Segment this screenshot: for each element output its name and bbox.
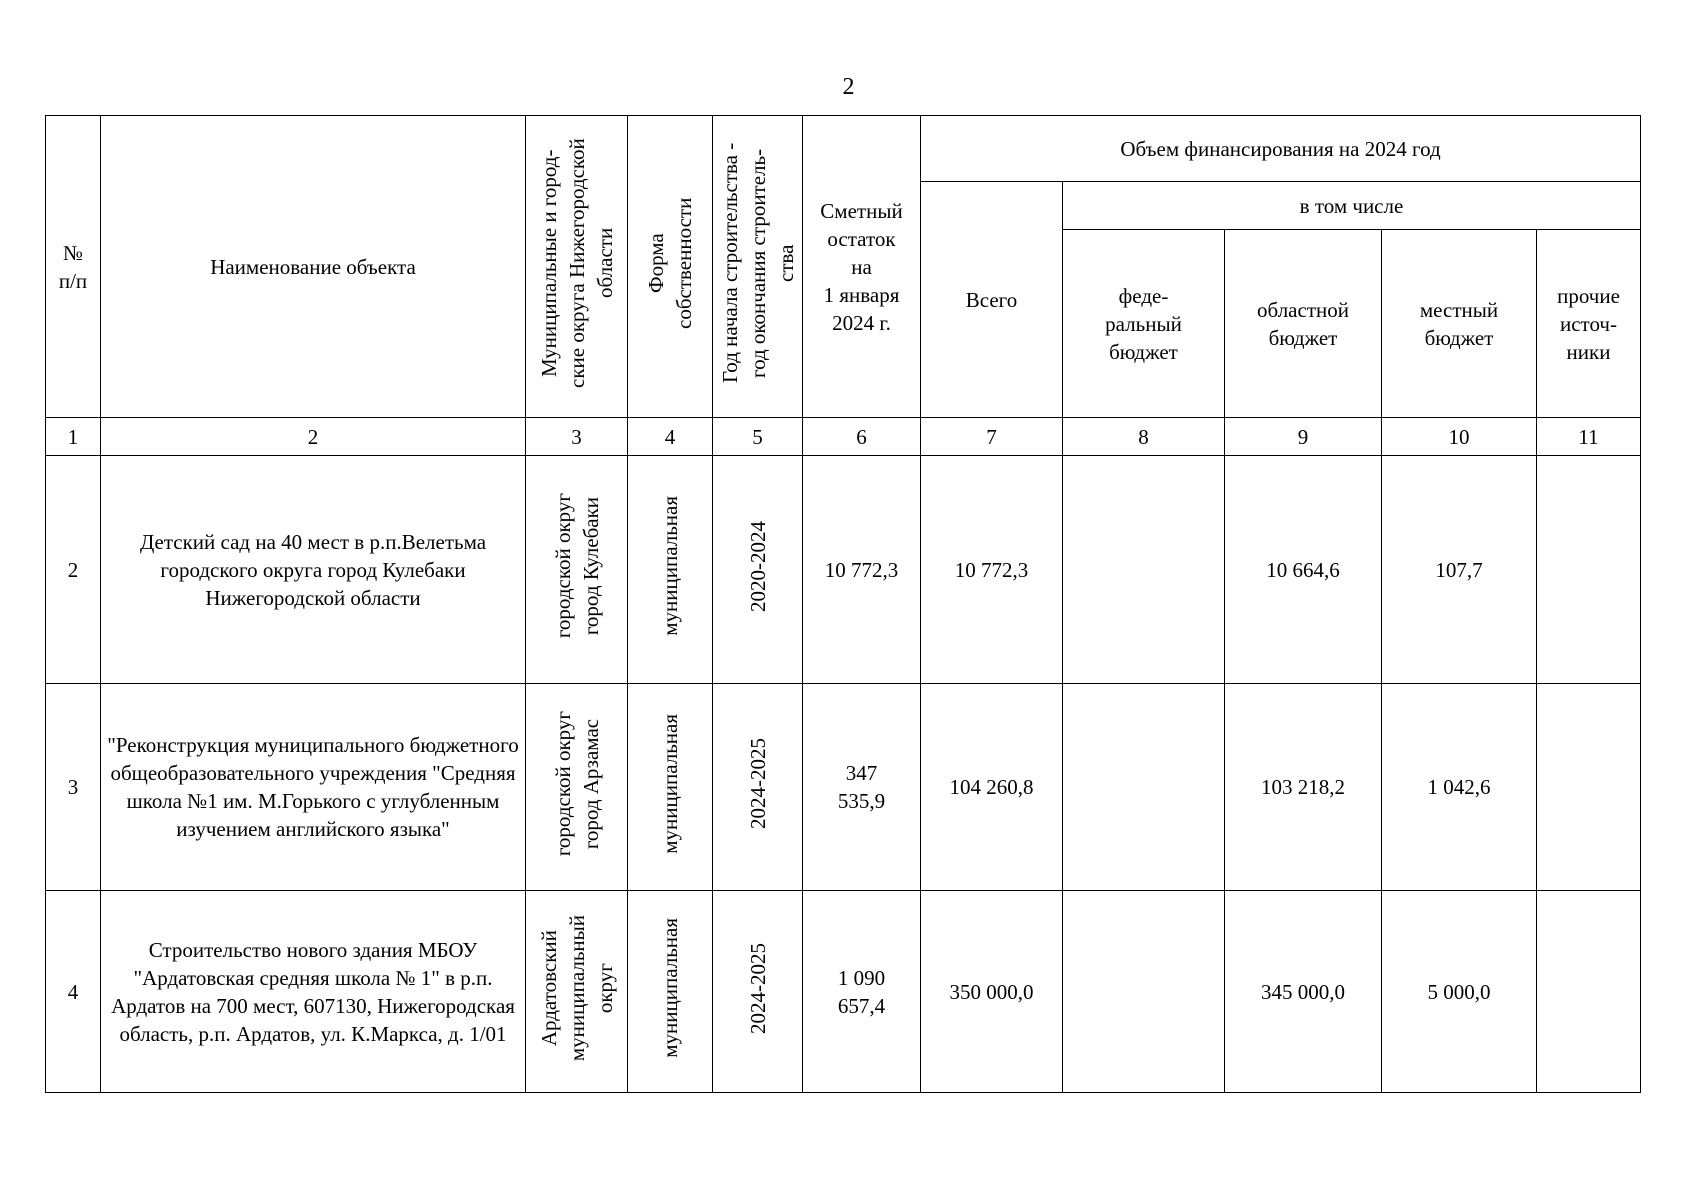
header-balance: Сметный остаток на 1 января 2024 г. xyxy=(803,116,921,418)
column-number-row xyxy=(46,418,1641,456)
row-ownership-text: муниципальная xyxy=(658,918,682,1058)
header-local: местный бюджет xyxy=(1382,230,1537,418)
row-years xyxy=(713,891,803,1093)
row-other xyxy=(1537,456,1641,684)
row-years-text: 2020-2024 xyxy=(745,520,770,612)
header-municipality-text: Муниципальные и город- ские округа Нижегородской области xyxy=(536,138,617,388)
row-years xyxy=(713,684,803,891)
header-years xyxy=(713,116,803,418)
row-regional: 10 664,6 xyxy=(1225,456,1382,684)
column-number: 7 xyxy=(921,418,1063,456)
row-municipality-text: городской округ город Кулебаки xyxy=(550,493,603,639)
financing-table xyxy=(45,115,1641,1093)
header-including: в том числе xyxy=(1063,182,1641,230)
header-years-text: Год начала строительства - год окончания строитель- ства xyxy=(717,142,798,384)
header-other: прочие источ- ники xyxy=(1537,230,1641,418)
row-name: Строительство нового здания МБОУ "Ардатовская средняя школа № 1" в р.п. Ардатов на 700 мест, 607130, Нижегородская область, р.п. Ардатов, ул. К.Маркса, д. 1/01 xyxy=(101,891,526,1093)
row-local: 5 000,0 xyxy=(1382,891,1537,1093)
row-municipality-text: Ардатовский муниципальный округ xyxy=(536,914,617,1062)
row-num: 4 xyxy=(46,891,101,1093)
row-municipality xyxy=(526,891,628,1093)
header-num: № п/п xyxy=(46,116,101,418)
row-federal xyxy=(1063,684,1225,891)
column-number: 5 xyxy=(713,418,803,456)
row-federal xyxy=(1063,456,1225,684)
row-years xyxy=(713,456,803,684)
row-balance: 1 090 657,4 xyxy=(803,891,921,1093)
header-name: Наименование объекта xyxy=(101,116,526,418)
row-balance: 10 772,3 xyxy=(803,456,921,684)
column-number: 8 xyxy=(1063,418,1225,456)
row-total: 350 000,0 xyxy=(921,891,1063,1093)
row-ownership-text: муниципальная xyxy=(658,496,682,636)
header-regional: областной бюджет xyxy=(1225,230,1382,418)
row-municipality xyxy=(526,456,628,684)
row-local: 1 042,6 xyxy=(1382,684,1537,891)
row-regional: 345 000,0 xyxy=(1225,891,1382,1093)
row-balance: 347 535,9 xyxy=(803,684,921,891)
row-other xyxy=(1537,891,1641,1093)
row-federal xyxy=(1063,891,1225,1093)
header-federal: феде- ральный бюджет xyxy=(1063,230,1225,418)
page-number: 2 xyxy=(842,74,855,100)
column-number: 1 xyxy=(46,418,101,456)
table-row xyxy=(46,684,1641,891)
header-total: Всего xyxy=(921,182,1063,418)
header-financing: Объем финансирования на 2024 год xyxy=(921,116,1641,182)
column-number: 2 xyxy=(101,418,526,456)
row-municipality-text: городской округ город Арзамас xyxy=(550,710,603,857)
table-row xyxy=(46,456,1641,684)
row-years-text: 2024-2025 xyxy=(745,942,770,1034)
column-number: 11 xyxy=(1537,418,1641,456)
row-municipality xyxy=(526,684,628,891)
row-local: 107,7 xyxy=(1382,456,1537,684)
column-number: 10 xyxy=(1382,418,1537,456)
row-ownership xyxy=(628,456,713,684)
row-regional: 103 218,2 xyxy=(1225,684,1382,891)
table-row xyxy=(46,891,1641,1093)
column-number: 4 xyxy=(628,418,713,456)
header-ownership-text: Форма собственности xyxy=(644,197,696,329)
row-total: 104 260,8 xyxy=(921,684,1063,891)
row-ownership xyxy=(628,891,713,1093)
row-years-text: 2024-2025 xyxy=(745,738,770,829)
column-number: 6 xyxy=(803,418,921,456)
header-municipality xyxy=(526,116,628,418)
column-number: 3 xyxy=(526,418,628,456)
row-ownership xyxy=(628,684,713,891)
row-num: 2 xyxy=(46,456,101,684)
row-name: Детский сад на 40 мест в р.п.Велетьма городского округа город Кулебаки Нижегородской области xyxy=(101,456,526,684)
row-total: 10 772,3 xyxy=(921,456,1063,684)
row-ownership-text: муниципальная xyxy=(658,713,682,854)
header-ownership xyxy=(628,116,713,418)
column-number: 9 xyxy=(1225,418,1382,456)
row-other xyxy=(1537,684,1641,891)
row-num: 3 xyxy=(46,684,101,891)
row-name: "Реконструкция муниципального бюджетного общеобразовательного учреждения "Средняя школа №1 им. М.Горького с углубленным изучением английского языка" xyxy=(101,684,526,891)
header-row xyxy=(46,116,1641,182)
